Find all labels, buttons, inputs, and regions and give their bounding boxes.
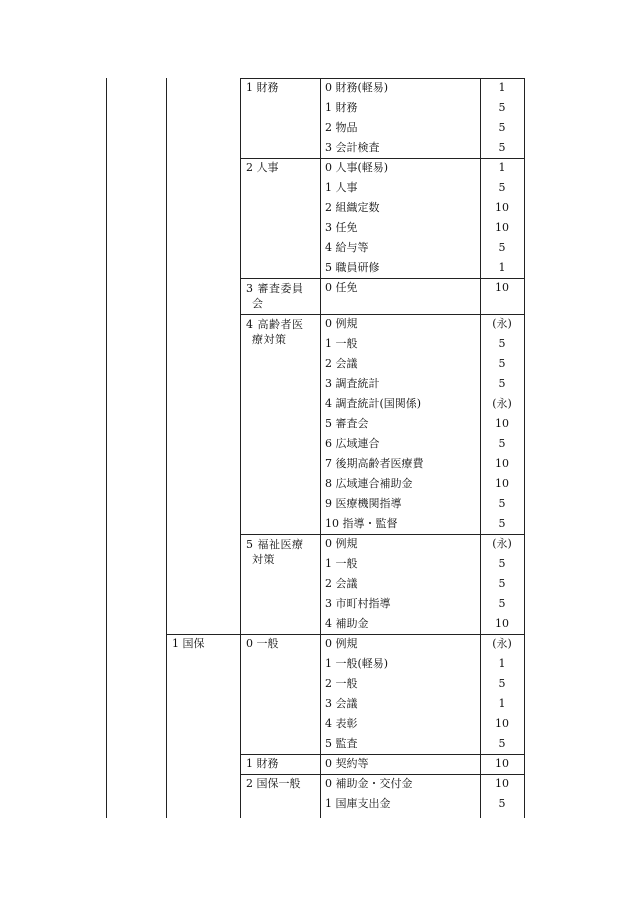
retention-period: 1 bbox=[498, 697, 506, 710]
group-label: 1 財務 bbox=[246, 81, 279, 94]
retention-period: 5 bbox=[498, 121, 506, 134]
retention-period: 1 bbox=[498, 261, 506, 274]
group-label-line: 対策 bbox=[252, 553, 275, 566]
item-label: 8 広域連合補助金 bbox=[325, 477, 413, 490]
item-label: 1 国庫支出金 bbox=[325, 797, 391, 810]
table-col-border bbox=[240, 78, 241, 818]
retention-period: 10 bbox=[495, 477, 509, 490]
retention-period: 5 bbox=[498, 241, 506, 254]
item-label: 0 契約等 bbox=[325, 757, 369, 770]
retention-period: 10 bbox=[495, 417, 509, 430]
item-label: 1 一般 bbox=[325, 337, 358, 350]
retention-period: (永) bbox=[492, 637, 512, 650]
retention-period: 5 bbox=[498, 737, 506, 750]
item-label: 2 一般 bbox=[325, 677, 358, 690]
item-label: 0 例規 bbox=[325, 637, 358, 650]
group-label-line: 会 bbox=[252, 297, 264, 310]
group-label bbox=[246, 317, 316, 347]
retention-period: 10 bbox=[495, 777, 509, 790]
item-label: 7 後期高齢者医療費 bbox=[325, 457, 424, 470]
retention-period: 5 bbox=[498, 101, 506, 114]
retention-period: 5 bbox=[498, 437, 506, 450]
item-label: 5 審査会 bbox=[325, 417, 369, 430]
table-col-border bbox=[320, 78, 321, 818]
group-label bbox=[246, 281, 316, 311]
item-label: 6 広域連合 bbox=[325, 437, 380, 450]
item-label: 0 任免 bbox=[325, 281, 358, 294]
item-label: 1 人事 bbox=[325, 181, 358, 194]
item-label: 1 一般(軽易) bbox=[325, 657, 389, 670]
retention-period: 5 bbox=[498, 337, 506, 350]
item-label: 4 表彰 bbox=[325, 717, 358, 730]
item-label: 10 指導・監督 bbox=[325, 517, 398, 530]
item-label: 0 例規 bbox=[325, 317, 358, 330]
item-label: 0 補助金・交付金 bbox=[325, 777, 413, 790]
retention-period: 10 bbox=[495, 201, 509, 214]
retention-period: 10 bbox=[495, 281, 509, 294]
retention-period: 5 bbox=[498, 141, 506, 154]
retention-period: 1 bbox=[498, 161, 506, 174]
retention-period: 5 bbox=[498, 797, 506, 810]
item-label: 0 例規 bbox=[325, 537, 358, 550]
item-label: 4 給与等 bbox=[325, 241, 369, 254]
item-label: 0 人事(軽易) bbox=[325, 161, 389, 174]
retention-period: 1 bbox=[498, 81, 506, 94]
item-label: 5 職員研修 bbox=[325, 261, 380, 274]
item-label: 1 財務 bbox=[325, 101, 358, 114]
group-label bbox=[246, 537, 316, 567]
item-label: 3 会議 bbox=[325, 697, 358, 710]
retention-period: 10 bbox=[495, 221, 509, 234]
retention-period: 5 bbox=[498, 377, 506, 390]
retention-period: (永) bbox=[492, 537, 512, 550]
group-label-line: 療対策 bbox=[252, 333, 287, 346]
retention-period: (永) bbox=[492, 397, 512, 410]
retention-period: 5 bbox=[498, 577, 506, 590]
retention-period: (永) bbox=[492, 317, 512, 330]
table-col-border bbox=[106, 78, 107, 818]
section-label: 1 国保 bbox=[172, 637, 205, 650]
retention-period: 10 bbox=[495, 717, 509, 730]
group-label: 0 一般 bbox=[246, 637, 279, 650]
item-label: 2 会議 bbox=[325, 357, 358, 370]
retention-period: 5 bbox=[498, 181, 506, 194]
item-label: 2 組織定数 bbox=[325, 201, 380, 214]
group-label-line: 3 審査委員 bbox=[246, 282, 304, 295]
group-label-line: 5 福祉医療 bbox=[246, 538, 304, 551]
item-label: 9 医療機関指導 bbox=[325, 497, 402, 510]
item-label: 5 監査 bbox=[325, 737, 358, 750]
retention-period: 10 bbox=[495, 757, 509, 770]
retention-period: 5 bbox=[498, 517, 506, 530]
retention-period: 5 bbox=[498, 557, 506, 570]
item-label: 3 市町村指導 bbox=[325, 597, 391, 610]
item-label: 1 一般 bbox=[325, 557, 358, 570]
group-label: 1 財務 bbox=[246, 757, 279, 770]
retention-period: 5 bbox=[498, 497, 506, 510]
group-label: 2 人事 bbox=[246, 161, 279, 174]
item-label: 2 物品 bbox=[325, 121, 358, 134]
table-col-border bbox=[166, 78, 167, 818]
item-label: 3 調査統計 bbox=[325, 377, 380, 390]
retention-period: 10 bbox=[495, 457, 509, 470]
item-label: 2 会議 bbox=[325, 577, 358, 590]
item-label: 3 任免 bbox=[325, 221, 358, 234]
item-label: 0 財務(軽易) bbox=[325, 81, 389, 94]
retention-period: 1 bbox=[498, 657, 506, 670]
retention-period: 10 bbox=[495, 617, 509, 630]
item-label: 3 会計検査 bbox=[325, 141, 380, 154]
group-label-line: 4 高齢者医 bbox=[246, 318, 304, 331]
item-label: 4 調査統計(国関係) bbox=[325, 397, 422, 410]
item-label: 4 補助金 bbox=[325, 617, 369, 630]
group-label: 2 国保一般 bbox=[246, 777, 301, 790]
retention-period: 5 bbox=[498, 357, 506, 370]
retention-period: 5 bbox=[498, 597, 506, 610]
retention-period: 5 bbox=[498, 677, 506, 690]
